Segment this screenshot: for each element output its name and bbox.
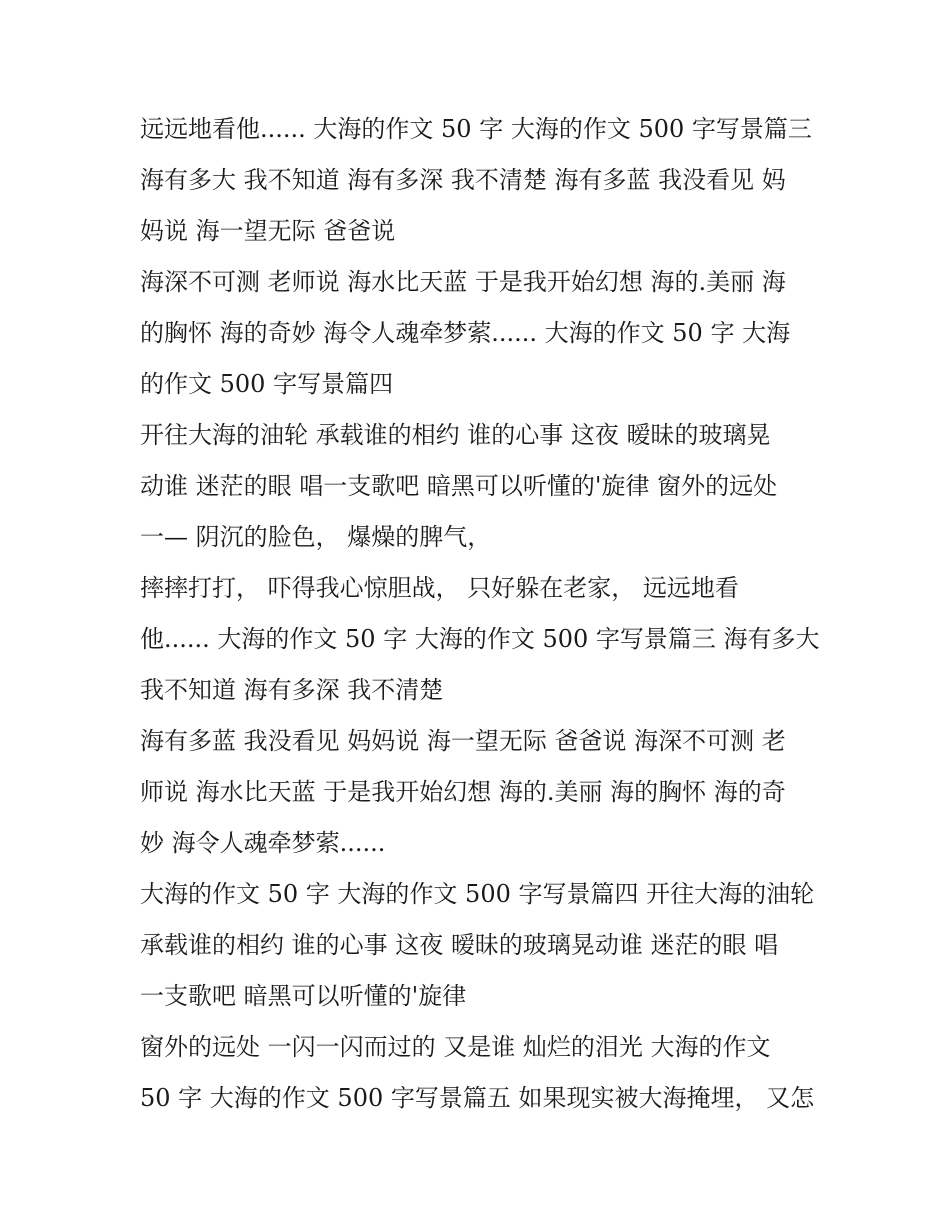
text-line: 窗外的远处 一闪一闪而过的 又是谁 灿烂的泪光 大海的作文 <box>140 1033 771 1061</box>
text-line: 的作文 500 字写景篇四 <box>140 370 394 398</box>
text-line: 远远地看他...... 大海的作文 50 字 大海的作文 500 字写景篇三 <box>140 115 812 143</box>
text-line: 海有多大 我不知道 海有多深 我不清楚 海有多蓝 我没看见 妈 <box>140 166 786 194</box>
text-line: 妙 海令人魂牵梦萦...... <box>140 829 386 857</box>
text-line: 妈说 海一望无际 爸爸说 <box>140 217 396 245</box>
text-line: 大海的作文 50 字 大海的作文 500 字写景篇四 开往大海的油轮 <box>140 880 815 908</box>
text-line: 海有多蓝 我没看见 妈妈说 海一望无际 爸爸说 海深不可测 老 <box>140 727 786 755</box>
text-line: 他...... 大海的作文 50 字 大海的作文 500 字写景篇三 海有多大 <box>140 625 820 653</box>
text-line: 一— 阴沉的脸色， 爆燥的脾气， <box>140 523 492 551</box>
text-line: 我不知道 海有多深 我不清楚 <box>140 676 444 704</box>
text-line: 摔摔打打， 吓得我心惊胆战， 只好躲在老家， 远远地看 <box>140 574 739 602</box>
text-line: 承载谁的相约 谁的心事 这夜 暧昧的玻璃晃动谁 迷茫的眼 唱 <box>140 931 779 959</box>
document-body <box>140 104 820 1124</box>
text-line: 动谁 迷茫的眼 唱一支歌吧 暗黑可以听懂的'旋律 窗外的远处 <box>140 472 778 500</box>
text-line: 的胸怀 海的奇妙 海令人魂牵梦萦...... 大海的作文 50 字 大海 <box>140 319 791 347</box>
text-line: 海深不可测 老师说 海水比天蓝 于是我开始幻想 海的.美丽 海 <box>140 268 786 296</box>
text-line: 一支歌吧 暗黑可以听懂的'旋律 <box>140 982 467 1010</box>
text-line: 开往大海的油轮 承载谁的相约 谁的心事 这夜 暧昧的玻璃晃 <box>140 421 771 449</box>
text-line: 50 字 大海的作文 500 字写景篇五 如果现实被大海掩埋， 又怎 <box>140 1084 815 1112</box>
text-line: 师说 海水比天蓝 于是我开始幻想 海的.美丽 海的胸怀 海的奇 <box>140 778 786 806</box>
